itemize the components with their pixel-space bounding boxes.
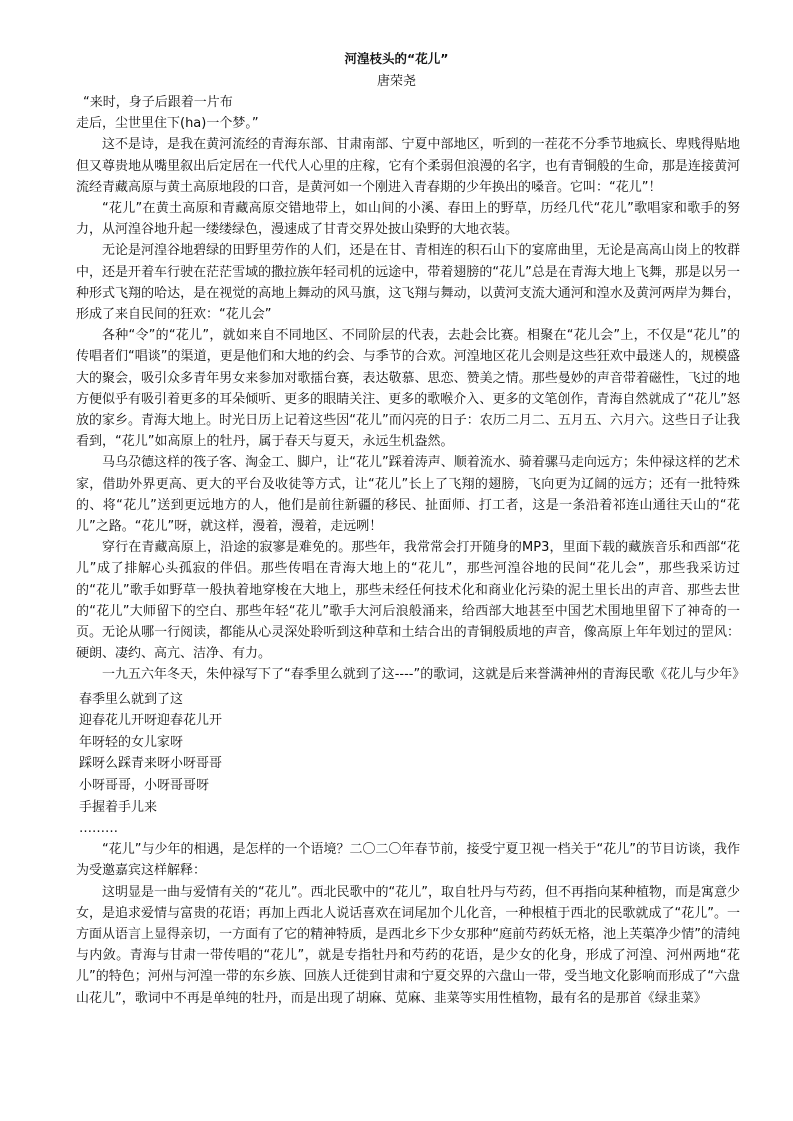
lyric-line: 小呀哥哥，小呀哥哥呀 bbox=[79, 778, 210, 794]
song-lyrics bbox=[76, 689, 740, 819]
lyric-line: 迎春花儿开呀迎春花儿开 bbox=[79, 713, 223, 729]
paragraph-6: 穿行在青藏高原上，沿途的寂寥是难免的。那些年，我常常会打开随身的MP3，里面下载的藏族音乐和西部“花儿”成了排解心头孤寂的伴侣。那些传唱在青海大地上的“花儿”，那些河湟谷地的民间“花儿会”，那些我采访过的“花儿”歌手如野草一般执着地穿梭在大地上，那些未经任何技术化和商业化污染的泥土里长出的声音、那些去世的“花儿”大师留下的空白、那些年轻“花儿”歌手大河后浪般涌来，给西部大地甚至中国艺术围地里留下了神奇的一页。无论从哪一行阅读，都能从心灵深处聆听到这种草和土结合出的青铜般质地的声音，像高原上年年划过的罡风：硬朗、凄约、高亢、洁净、有力。 bbox=[76, 540, 740, 662]
paragraph-8: “花儿”与少年的相遇，是怎样的一个语境？二〇二〇年春节前，接受宁夏卫视一档关于“花儿”的节目访谈，我作为受邀嘉宾这样解释： bbox=[76, 842, 740, 879]
paragraph-7: 一九五六年冬天，朱仲禄写下了“春季里么就到了这----”的歌词，这就是后来誉满神州的青海民歌《花儿与少年》 bbox=[102, 667, 746, 683]
paragraph-9: 这明显是一曲与爱情有关的“花儿”。西北民歌中的“花儿”，取自牡丹与芍药，但不再指向某种植物，而是寓意少女，是追求爱情与富贵的花语；再加上西北人说话喜欢在词尾加个儿化音，一种根植于西北的民歌就成了“花儿”。一方面从语言上显得亲切，一方面有了它的精神特质，是西北乡下少女那种“庭前芍药妖无格，池上芙蕖净少情”的清纯与内敛。青海与甘肃一带传唱的“花儿”，就是专指牡丹和芍药的花语，是少女的化身，形成了河湟、河州两地“花儿”的特色；河州与河湟一带的东乡族、回族人迁徙到甘肃和宁夏交界的六盘山一带，受当地文化影响而形成了“六盘山花儿”，歌词中不再是单纯的牡丹，而是出现了胡麻、苋麻、韭菜等实用性植物，最有名的是那首《绿韭菜》 bbox=[76, 884, 740, 1006]
lyric-line: 年呀轻的女儿家呀 bbox=[79, 734, 184, 750]
lyric-line: 春季里么就到了这 bbox=[79, 691, 184, 707]
paragraph-3: 无论是河湟谷地碧绿的田野里劳作的人们，还是在甘、青相连的积石山下的宴席曲里，无论是高高山岗上的牧群中，还是开着车行驶在茫茫雪域的撒拉族年轻司机的远途中，带着翅膀的“花儿”总是在青海大地上飞舞，那是以另一种形式飞翔的哈达，是在视觉的高地上舞动的风马旗，这飞翔与舞动，以黄河支流大通河和湟水及黄河两岸为舞台，形成了来自民间的狂欢：“花儿会” bbox=[76, 243, 740, 323]
lyric-line: 踩呀么踩青来呀小呀哥哥 bbox=[79, 756, 223, 772]
paragraph-5: 马乌尕德这样的筏子客、淘金工、脚户，让“花儿”踩着涛声、顺着流水、骑着骡马走向远方；朱仲禄这样的艺术家，借助外界更高、更大的平台及收徒等方式，让“花儿”长上了飞翔的翅膀，飞向更为辽阔的远方；还有一批特殊的、将“花儿”送到更远地方的人，他们是前往新疆的移民、扯面师、打工者，这是一条沿着祁连山通往天山的“花儿”之路。“花儿”呀，就这样，漫着，漫着，走远咧！ bbox=[76, 455, 740, 535]
paragraph-4: 各种“令”的“花儿”，就如来自不同地区、不同阶层的代表，去赴会比赛。相聚在“花儿会”上，不仅是“花儿”的传唱者们“唱谈”的渠道，更是他们和大地的约会、与季节的合欢。河湟地区花儿会则是这些狂欢中最迷人的，规模盛大的聚会，吸引众多青年男女来参加对歌擂台赛，表达敬慕、思恋、赞美之情。那些曼妙的声音带着磁性，飞过的地方便似乎有吸引着更多的耳朵倾听、更多的眼睛关注、更多的歌喉介入、更多的文笔创作，青海自然就成了“花儿”怒放的家乡。青海大地上。时光日历上记着这些因“花儿”而闪亮的日子：农历二月二、五月五、六月六。这些日子让我看到，“花儿”如高原上的牡丹，属于春天与夏天，永远生机盎然。 bbox=[76, 328, 740, 450]
quote-line-2: 走后，尘世里住下(ha)一个梦。” bbox=[76, 116, 259, 132]
paragraph-2: “花儿”在黄土高原和青藏高原交错地带上，如山间的小溪、春田上的野草，历经几代“花儿”歌唱家和歌手的努力，从河湟谷地升起一缕缕绿色，漫速成了甘青交界处披山染野的大地衣装。 bbox=[76, 201, 740, 238]
paragraph-1: 这不是诗，是我在黄河流经的青海东部、甘肃南部、宁夏中部地区，听到的一茬花不分季节地疯长、卑贱得贴地但又尊贵地从嘴里叙出后定居在一代代人心里的庄稼，它有个柔弱但浪漫的名字，也有青铜般的生命，那是连接黄河流经青藏高原与黄土高原地段的口音，是黄河如一个刚进入青春期的少年换出的嗓音。它叫：“花儿”！ bbox=[76, 137, 740, 195]
article-body bbox=[76, 92, 746, 1009]
author-name: 唐荣尧 bbox=[376, 74, 416, 89]
quote-line-1: “来时，身子后跟着一片布 bbox=[83, 95, 233, 110]
lyrics-ellipsis: ……… bbox=[79, 821, 118, 837]
lyric-line: 手握着手儿来 bbox=[79, 799, 158, 815]
article-title: 河湟枝头的“花儿” bbox=[344, 51, 449, 66]
